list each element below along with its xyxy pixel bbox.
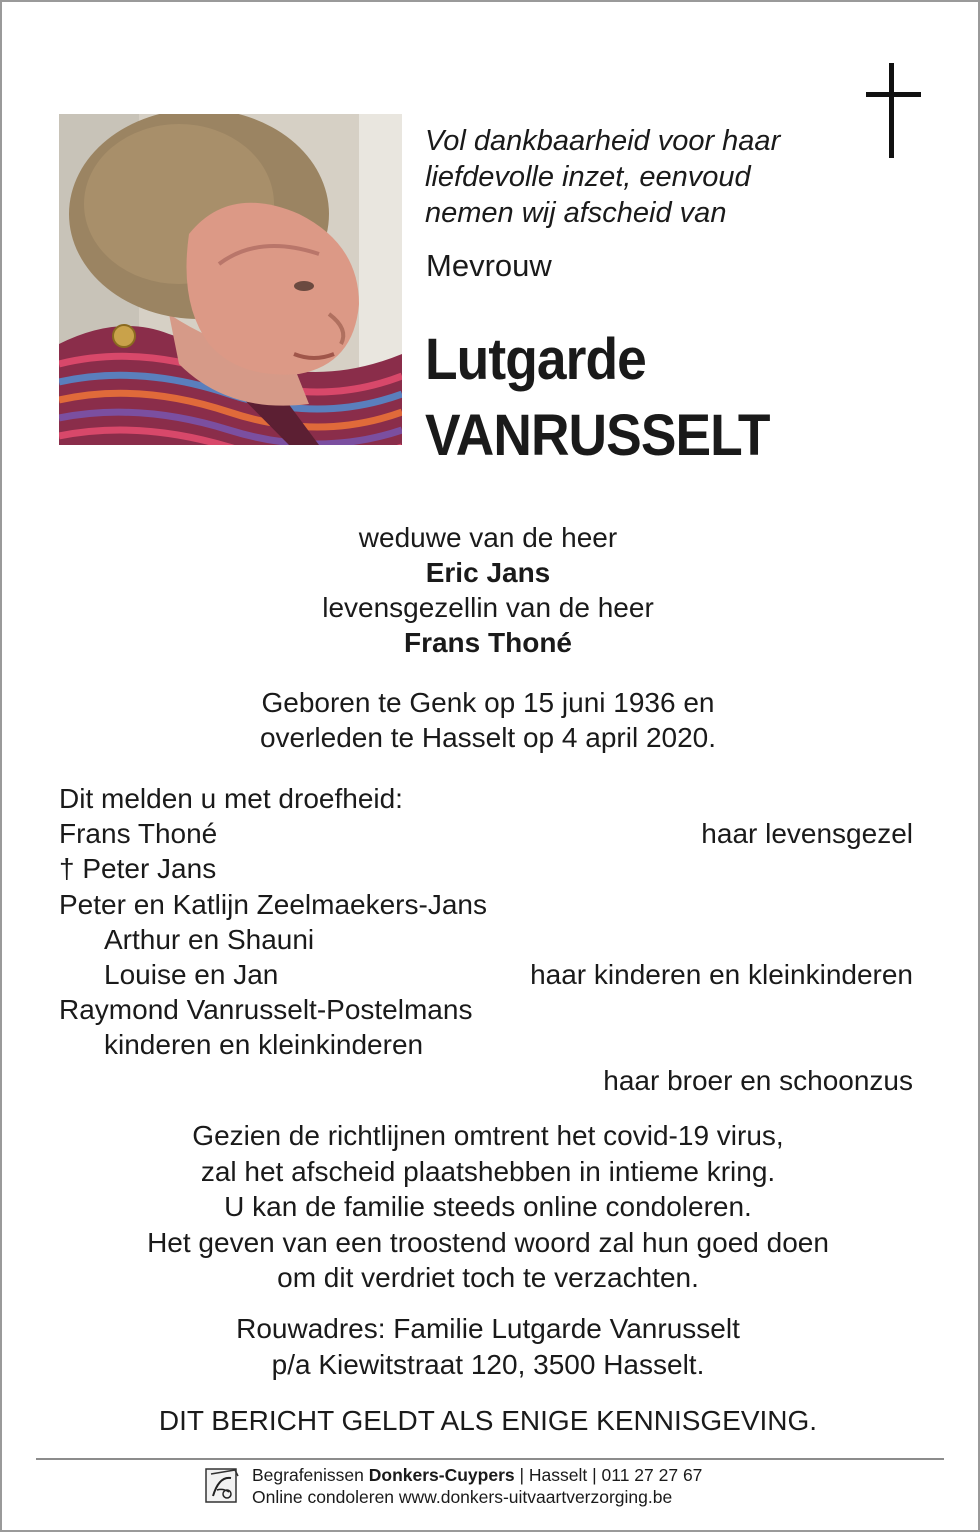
list-item xyxy=(59,887,913,922)
portrait-photo xyxy=(59,114,402,445)
relation-name-2: Frans Thoné xyxy=(403,627,572,658)
family-member: Peter en Katlijn Zeelmaekers-Jans xyxy=(59,888,487,920)
footer-company: Donkers-Cuypers xyxy=(368,1465,515,1485)
family-member: kinderen en kleinkinderen xyxy=(104,1029,424,1061)
notice-line-4: Het geven van een troostend woord zal hun goed doen xyxy=(147,1226,829,1258)
intro-line-2: liefdevolle inzet, eenvoud xyxy=(425,161,751,193)
list-item xyxy=(59,922,913,957)
address-line-1: Rouwadres: Familie Lutgarde Vanrusselt xyxy=(236,1313,740,1344)
deceased-last-name: VANRUSSELT xyxy=(425,403,770,468)
footer-line-2: Online condoleren www.donkers-uitvaartverzorging.be xyxy=(252,1487,673,1507)
relation-name-1: Eric Jans xyxy=(425,557,551,588)
family-member: Raymond Vanrusselt-Postelmans xyxy=(59,994,473,1026)
family-member: Frans Thoné xyxy=(59,818,218,850)
family-relation: haar kinderen en kleinkinderen xyxy=(530,958,913,990)
intro-text xyxy=(425,123,845,231)
family-intro: Dit melden u met droefheid: xyxy=(59,783,403,814)
death-line: overleden te Hasselt op 4 april 2020. xyxy=(259,722,717,753)
footer-divider xyxy=(36,1458,944,1460)
closing-statement: DIT BERICHT GELDT ALS ENIGE KENNISGEVING. xyxy=(158,1405,818,1436)
family-relation: haar broer en schoonzus xyxy=(603,1064,913,1096)
family-member: Louise en Jan xyxy=(104,958,279,990)
list-item xyxy=(59,851,913,886)
relation-line-1: weduwe van de heer xyxy=(358,522,618,553)
list-item xyxy=(59,816,913,851)
relation-line-2: levensgezellin van de heer xyxy=(322,592,654,623)
list-item xyxy=(59,957,913,992)
relations-block xyxy=(0,520,976,660)
deceased-first-name: Lutgarde xyxy=(425,327,646,392)
intro-line-1: Vol dankbaarheid voor haar xyxy=(425,125,781,157)
family-member: Arthur en Shauni xyxy=(104,923,315,955)
footer-details: | Hasselt | 011 27 27 67 xyxy=(514,1465,703,1485)
list-item xyxy=(59,1063,913,1098)
footer-prefix: Begrafenissen xyxy=(252,1465,369,1485)
notice-line-2: zal het afscheid plaatshebben in intieme kring. xyxy=(200,1155,776,1187)
dates-block xyxy=(0,685,976,755)
ceremony-notice xyxy=(0,1118,976,1296)
mourning-address xyxy=(0,1311,976,1382)
funeral-home-logo xyxy=(205,1466,241,1504)
honorific: Mevrouw xyxy=(426,248,552,283)
family-list xyxy=(59,781,913,1098)
notice-line-5: om dit verdriet toch te verzachten. xyxy=(277,1262,699,1293)
family-intro-row xyxy=(59,781,913,816)
address-line-2: p/a Kiewitstraat 120, 3500 Hasselt. xyxy=(271,1348,705,1380)
family-relation: haar levensgezel xyxy=(701,818,913,850)
notice-line-3: U kan de familie steeds online condoleren. xyxy=(224,1191,752,1222)
intro-line-3: nemen wij afscheid van xyxy=(425,197,727,229)
footer-info xyxy=(252,1464,702,1508)
footer-line-1 xyxy=(252,1464,702,1486)
notice-line-1: Gezien de richtlijnen omtrent het covid-19 virus, xyxy=(192,1120,784,1151)
birth-line: Geboren te Genk op 15 juni 1936 en xyxy=(261,687,715,718)
list-item xyxy=(59,1027,913,1062)
list-item xyxy=(59,992,913,1027)
family-member: † Peter Jans xyxy=(59,853,217,885)
